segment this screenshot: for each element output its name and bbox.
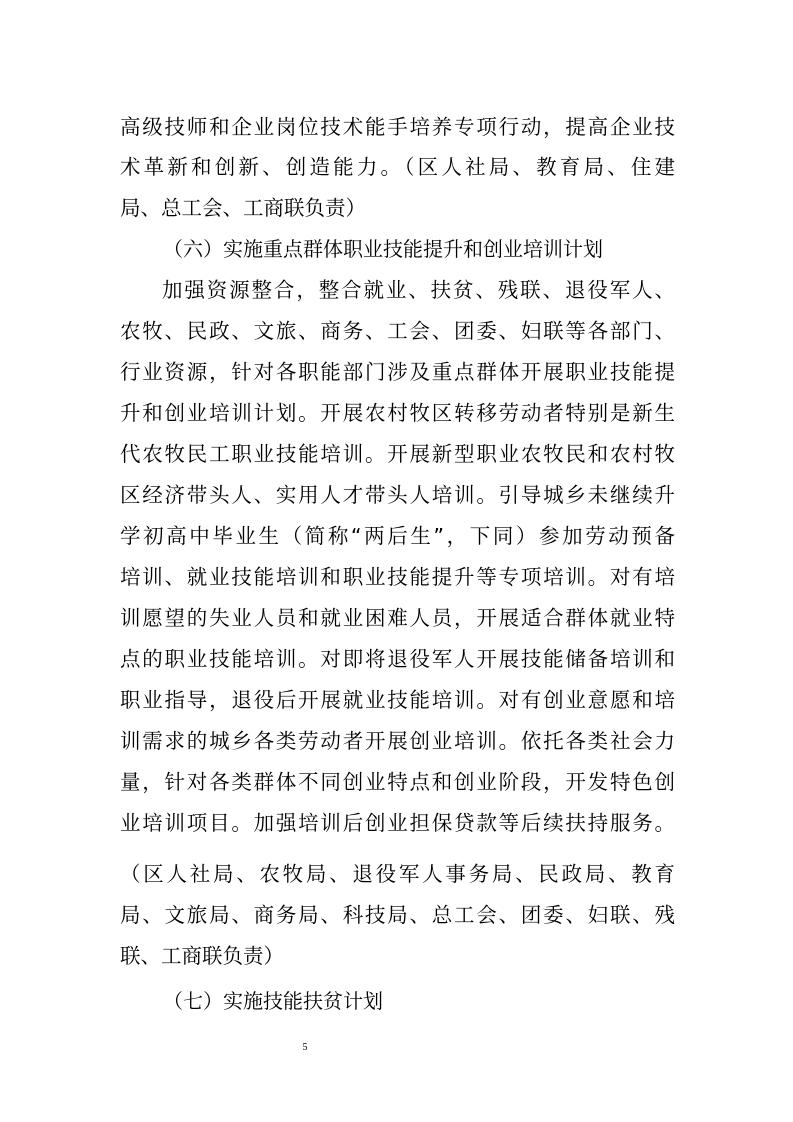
- text-line-18: 业培训项目。加强培训后创业担保贷款等后续扶持服务。: [120, 811, 675, 835]
- text-line-13: 训愿望的失业人员和就业困难人员，开展适合群体就业特: [120, 606, 675, 630]
- text-line-19: （区人社局、农牧局、退役军人事务局、民政局、教育: [120, 862, 675, 886]
- text-line-17: 量，针对各类群体不同创业特点和创业阶段，开发特色创: [120, 770, 675, 794]
- text-line-11: 学初高中毕业生（简称“两后生”，下同）参加劳动预备: [120, 524, 675, 548]
- page-number: 5: [302, 1042, 308, 1053]
- text-line-7: 行业资源，针对各职能部门涉及重点群体开展职业技能提: [120, 360, 675, 384]
- text-line-16: 训需求的城乡各类劳动者开展创业培训。依托各类社会力: [120, 729, 675, 753]
- text-line-9: 代农牧民工职业技能培训。开展新型职业农牧民和农村牧: [120, 442, 675, 466]
- text-line-15: 职业指导，退役后开展就业技能培训。对有创业意愿和培: [120, 688, 675, 712]
- text-line-8: 升和创业培训计划。开展农村牧区转移劳动者特别是新生: [120, 401, 675, 425]
- text-line-2: 术革新和创新、创造能力。（区人社局、教育局、住建: [120, 155, 675, 179]
- text-line-14: 点的职业技能培训。对即将退役军人开展技能储备培训和: [120, 647, 675, 671]
- paragraph-first-line: 加强资源整合，整合就业、扶贫、残联、退役军人、: [162, 278, 675, 302]
- section-heading-6: （六）实施重点群体职业技能提升和创业培训计划: [163, 237, 603, 261]
- section-heading-7: （七）实施技能扶贫计划: [163, 989, 383, 1013]
- text-line-6: 农牧、民政、文旅、商务、工会、团委、妇联等各部门、: [120, 319, 675, 343]
- text-line-10: 区经济带头人、实用人才带头人培训。引导城乡未继续升: [120, 483, 675, 507]
- text-line-20: 局、文旅局、商务局、科技局、总工会、团委、妇联、残: [120, 903, 675, 927]
- text-line-3: 局、总工会、工商联负责）: [120, 196, 366, 220]
- text-line-12: 培训、就业技能培训和职业技能提升等专项培训。对有培: [120, 565, 675, 589]
- text-line-21: 联、工商联负责）: [120, 944, 284, 968]
- text-line-1: 高级技师和企业岗位技术能手培养专项行动，提高企业技: [120, 115, 675, 139]
